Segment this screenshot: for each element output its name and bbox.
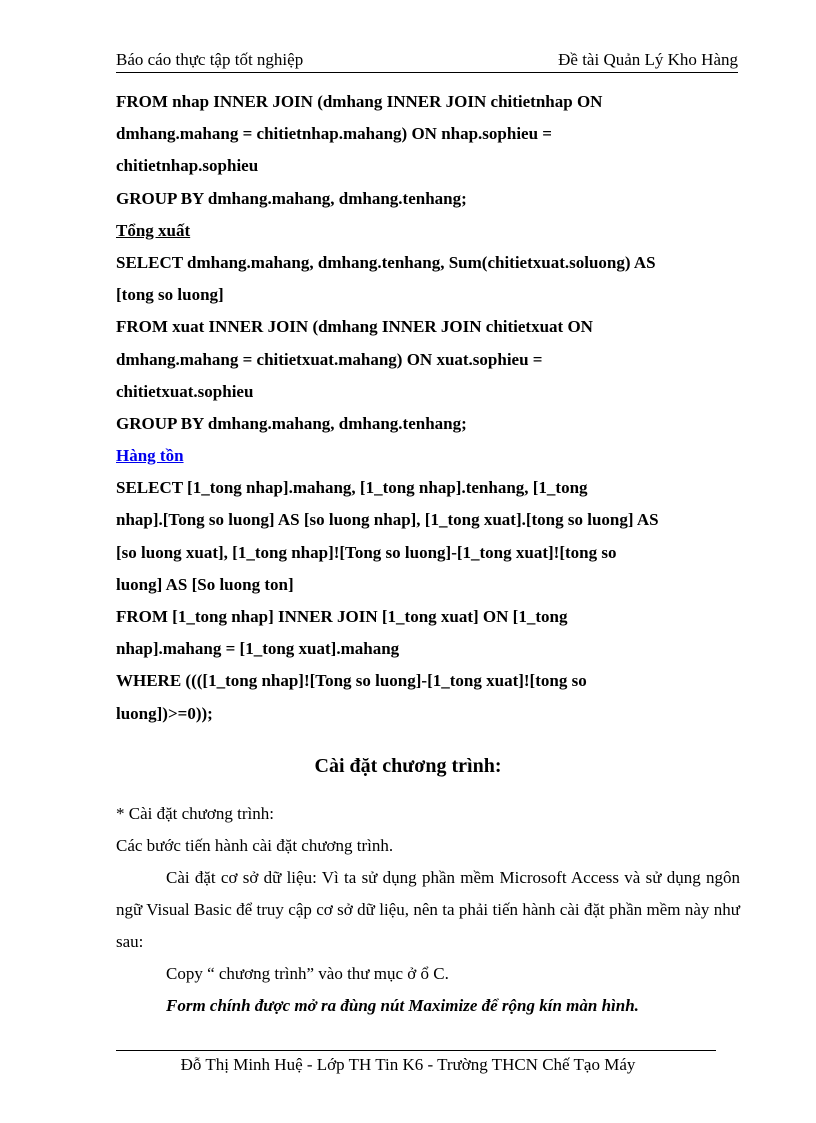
install-steps-intro: Các bước tiến hành cài đặt chương trình.	[116, 836, 394, 855]
code-line: GROUP BY dmhang.mahang, dmhang.tenhang;	[116, 413, 467, 433]
code-line: SELECT [1_tong nhap].mahang, [1_tong nhap].tenhang, [1_tong	[116, 478, 588, 498]
code-line: FROM [1_tong nhap] INNER JOIN [1_tong xuat] ON [1_tong	[116, 607, 568, 626]
page-footer: Đỗ Thị Minh Huệ - Lớp TH Tin K6 - Trường THCN Chế Tạo Máy	[180, 1055, 636, 1074]
page-header	[116, 50, 738, 73]
sql-code-block	[116, 86, 746, 730]
code-line: luong])>=0));	[116, 703, 213, 723]
subheading-tong-xuat: Tổng xuất	[116, 220, 191, 240]
code-line: FROM nhap INNER JOIN (dmhang INNER JOIN chitietnhap ON	[116, 92, 603, 111]
header-report-title: Báo cáo thực tập tốt nghiệp	[116, 50, 304, 69]
code-line: WHERE ((([1_tong nhap]![Tong so luong]-[1_tong xuat]![tong so	[116, 671, 587, 691]
code-line: SELECT dmhang.mahang, dmhang.tenhang, Sum(chitietxuat.soluong) AS	[116, 252, 656, 272]
code-line: [tong so luong]	[116, 285, 224, 305]
form-maximize-note: Form chính được mở ra đùng nút Maximize để rộng kín màn hình.	[166, 996, 639, 1015]
code-line: chitietnhap.sophieu	[116, 156, 259, 176]
code-line: dmhang.mahang = chitietxuat.mahang) ON xuat.sophieu =	[116, 349, 543, 369]
code-line: nhap].[Tong so luong] AS [so luong nhap], [1_tong xuat].[tong so luong] AS	[116, 510, 659, 530]
code-line: luong] AS [So luong ton]	[116, 574, 294, 594]
code-line: GROUP BY dmhang.mahang, dmhang.tenhang;	[116, 188, 467, 208]
code-line: FROM xuat INNER JOIN (dmhang INNER JOIN chitietxuat ON	[116, 317, 593, 337]
install-bullet: * Cài đặt chương trình:	[116, 804, 274, 823]
code-line: dmhang.mahang = chitietnhap.mahang) ON nhap.sophieu =	[116, 124, 552, 144]
install-db-paragraph: Cài đặt cơ sở dữ liệu: Vì ta sử dụng phần mềm Microsoft Access và sử dụng ngôn ngữ Visual Basic để truy cập cơ sở dữ liệu, nên ta phải tiến hành cài đặt phần mềm này như sau:	[116, 868, 740, 951]
code-line: [so luong xuat], [1_tong nhap]![Tong so luong]-[1_tong xuat]![tong so	[116, 542, 617, 562]
code-line: nhap].mahang = [1_tong xuat].mahang	[116, 639, 400, 659]
section-title: Cài đặt chương trình:	[314, 755, 502, 777]
code-line: chitietxuat.sophieu	[116, 381, 254, 401]
footer-divider	[116, 1050, 716, 1051]
header-topic: Đề tài Quản Lý Kho Hàng	[558, 50, 738, 69]
copy-instruction: Copy “ chương trình” vào thư mục ở ổ C.	[166, 964, 449, 983]
body-text	[116, 798, 740, 1022]
link-hang-ton[interactable]: Hàng tồn	[116, 446, 184, 466]
